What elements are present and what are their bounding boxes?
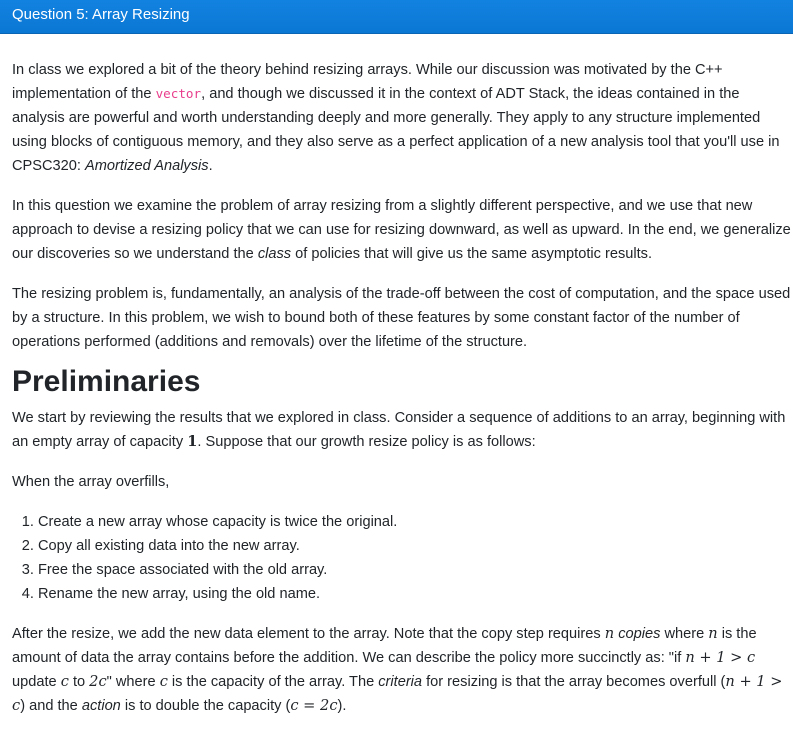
math-criteria-expression: n + 1 > c [685, 649, 756, 666]
prelim-text: where [660, 626, 709, 642]
resize-steps-list [12, 510, 793, 606]
question-title: Question 5: Array Resizing [12, 6, 190, 23]
prelim-text: ). [337, 698, 347, 714]
prelim-text: is to double the capacity ( [120, 698, 291, 714]
intro-text: . [208, 158, 213, 174]
intro-paragraph-2 [12, 194, 793, 266]
math-2c: 2c [89, 673, 107, 690]
prelim-paragraph-1 [12, 406, 793, 454]
question-body [0, 34, 793, 718]
emphasis-copies: copies [614, 626, 661, 642]
intro-paragraph-1 [12, 58, 793, 178]
intro-text: In this question we examine the problem of array resizing from a slightly different perspective, and we use that new approach to devise a resizing policy that we can use for resizing downward, as well as upward. In the end, we generalize our discoveries so we understand the [12, 198, 791, 262]
question-header [0, 0, 793, 34]
intro-text: of policies that will give us the same asymptotic results. [291, 246, 653, 262]
prelim-text: update [12, 674, 61, 690]
prelim-text: to [68, 674, 90, 690]
list-item: 1. Create a new array whose capacity is twice the original. [38, 510, 793, 534]
prelim-text: " where [106, 674, 160, 690]
intro-text: In class we explored a bit of the theory behind resizing arrays. While our discussion was motivated by the C++ implementation of the [12, 62, 723, 102]
intro-text: , and though we discussed it in the context of ADT Stack, the ideas contained in the analysis are powerful and worth understanding deeply and more generally. They apply to any structure implemented using blocks of contiguous memory, and they also serve as a perfect application of a new analysis tool that you'll use in CPSC320: [12, 86, 780, 174]
math-c: c [60, 673, 69, 690]
list-item: 2. Copy all existing data into the new array. [38, 534, 793, 558]
prelim-paragraph-3 [12, 622, 793, 718]
intro-paragraph-3: The resizing problem is, fundamentally, an analysis of the trade-off between the cost of computation, and the space used by a structure. In this problem, we wish to bound both of these features by some constant factor of the number of operations performed (additions and removals) over the lifetime of the structure. [12, 286, 791, 350]
emphasis-amortized-analysis: Amortized Analysis [85, 158, 209, 174]
list-item: 4. Rename the new array, using the old name. [38, 582, 793, 606]
prelim-text: is the amount of data the array contains before the addition. We can describe the policy more succinctly as: "if [12, 626, 757, 666]
prelim-text: ) and the [20, 698, 82, 714]
prelim-text: is the capacity of the array. The [167, 674, 379, 690]
emphasis-action: action [81, 698, 121, 714]
prelim-text: for resizing is that the array becomes overfull ( [422, 674, 726, 690]
math-action-expression: c = 2c [290, 697, 338, 714]
math-n: n [604, 625, 615, 642]
section-heading-preliminaries: Preliminaries [12, 365, 201, 398]
math-c: c [159, 673, 168, 690]
emphasis-criteria: criteria [378, 674, 423, 690]
emphasis-class: class [257, 246, 292, 262]
list-item: 3. Free the space associated with the old array. [38, 558, 793, 582]
prelim-text: . Suppose that our growth resize policy is as follows: [197, 434, 536, 450]
prelim-paragraph-2: When the array overfills, [12, 474, 170, 490]
inline-code-vector: vector [155, 86, 202, 101]
math-criteria-expression: n + 1 > c [12, 673, 783, 714]
prelim-text: We start by reviewing the results that we explored in class. Consider a sequence of additions to an array, beginning with an empty array of capacity [12, 410, 786, 450]
math-n: n [708, 625, 718, 642]
prelim-text: After the resize, we add the new data element to the array. Note that the copy step requires [12, 626, 605, 642]
math-capacity-one: 1 [187, 433, 198, 450]
